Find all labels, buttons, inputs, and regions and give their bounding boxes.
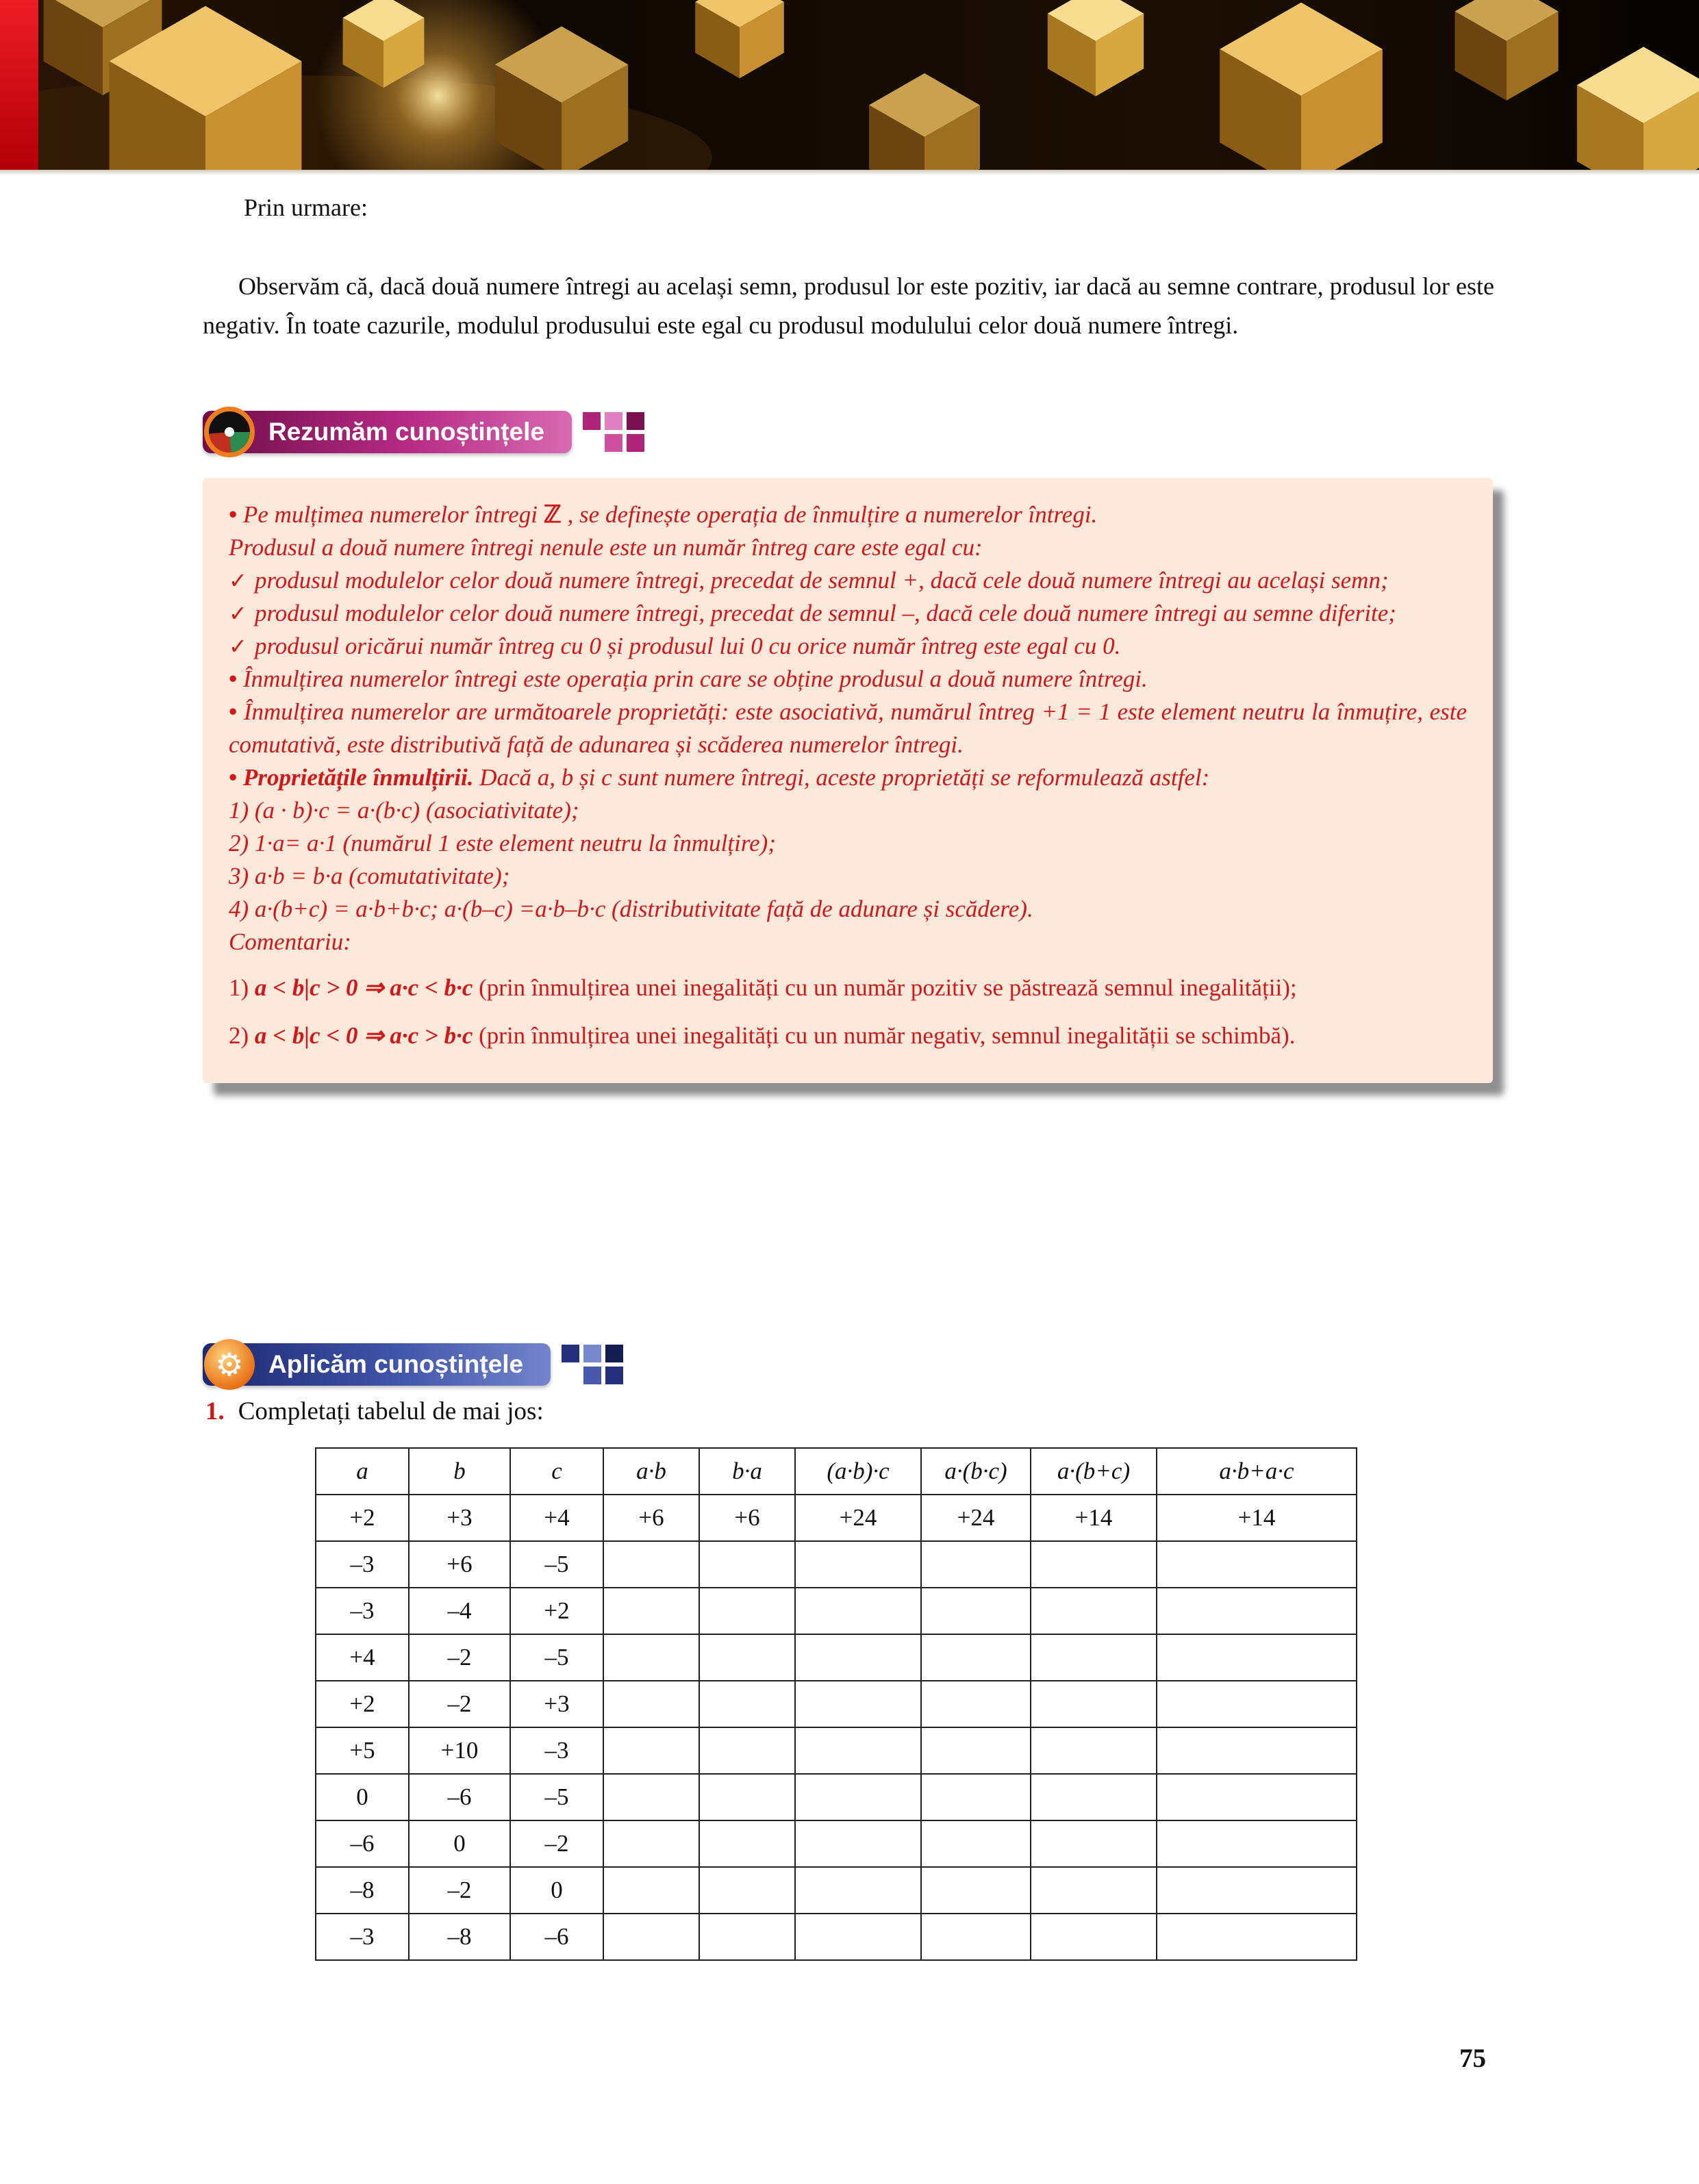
table-row [316, 1495, 1357, 1541]
table-header-cell: a·(b+c) [1031, 1448, 1157, 1495]
summary-box-line: • Înmulțirea numerelor are următoarele proprietăți: este asociativă, numărul întreg +1 = 1 este element neutru la înmuțire, este comutativă, este distributivă față de adunarea și scăderea numerelor întregi. [229, 698, 1467, 758]
header-cubes-art [0, 0, 1699, 170]
table-cell [921, 1681, 1031, 1727]
table-header-cell: a·(b·c) [921, 1448, 1031, 1495]
table-cell: –8 [409, 1914, 510, 1960]
decor-squares-icon [562, 1345, 623, 1384]
summary-box [203, 478, 1493, 1083]
table-cell: –6 [409, 1774, 510, 1820]
table-header-cell: b [409, 1448, 510, 1495]
table-cell: +4 [510, 1495, 603, 1541]
exercise-prompt: Completați tabelul de mai jos: [238, 1397, 544, 1425]
table-cell: –6 [316, 1820, 409, 1867]
apply-badge-pill [203, 1343, 551, 1386]
shutter-icon [204, 407, 255, 457]
table-cell [1031, 1914, 1157, 1960]
summary-box-line: Comentariu: [229, 928, 351, 955]
table-header-cell: a·b [603, 1448, 699, 1495]
table-cell [699, 1820, 795, 1867]
exercise-line [205, 1397, 544, 1426]
table-cell: –5 [510, 1634, 603, 1681]
summary-box-line: 3) a·b = b·a (comutativitate); [229, 863, 510, 889]
table-cell [603, 1867, 699, 1914]
table-cell [699, 1588, 795, 1634]
table-cell [699, 1774, 795, 1820]
apply-badge-label: Aplicăm cunoștințele [268, 1350, 524, 1378]
summary-box-line: ✓ produsul modulelor celor două numere întregi, precedat de semnul +, dacă cele două numere întregi au același semn; [229, 567, 1389, 594]
multiplication-table [315, 1447, 1357, 1961]
table-cell: –2 [510, 1820, 603, 1867]
table-cell: +6 [603, 1495, 699, 1541]
table-cell [921, 1541, 1031, 1588]
table-cell [603, 1727, 699, 1774]
table-cell [603, 1634, 699, 1681]
table-cell [921, 1727, 1031, 1774]
table-row [316, 1681, 1357, 1727]
table-cell: +6 [409, 1541, 510, 1588]
summary-box-content [229, 498, 1467, 1054]
table-cell [1157, 1541, 1357, 1588]
table-cell [1031, 1774, 1157, 1820]
table-cell [699, 1727, 795, 1774]
table-cell [921, 1634, 1031, 1681]
table-cell [795, 1867, 921, 1914]
table-cell: +3 [409, 1495, 510, 1541]
table-row [316, 1774, 1357, 1820]
summary-box-line: 2) 1·a= a·1 (numărul 1 este element neutru la înmulțire); [229, 830, 776, 856]
table-cell [603, 1820, 699, 1867]
table-cell: +4 [316, 1634, 409, 1681]
summary-box-line: • Proprietățile înmulțirii. Dacă a, b și c sunt numere întregi, aceste proprietăți se reformulează astfel: [229, 764, 1210, 791]
table-cell [1031, 1588, 1157, 1634]
table-cell [1031, 1681, 1157, 1727]
table-header-cell: b·a [699, 1448, 795, 1495]
table-cell [795, 1634, 921, 1681]
table-cell: –5 [510, 1541, 603, 1588]
table-cell [1157, 1914, 1357, 1960]
table-cell [1031, 1867, 1157, 1914]
exercise-number: 1. [205, 1397, 225, 1425]
table-cell: –6 [510, 1914, 603, 1960]
table-cell: –5 [510, 1774, 603, 1820]
table-cell [699, 1541, 795, 1588]
summary-box-line: 1) a < b|c > 0 ⇒ a·c < b·c (prin înmulțirea unei inegalități cu un număr pozitiv se păstrează semnul inegalității); [229, 974, 1297, 1001]
table-cell [795, 1914, 921, 1960]
table-cell [1031, 1820, 1157, 1867]
table-cell: +6 [699, 1495, 795, 1541]
table-cell [1157, 1727, 1357, 1774]
apply-badge [203, 1343, 623, 1386]
table-row [316, 1867, 1357, 1914]
table-cell [699, 1681, 795, 1727]
table-cell: –3 [510, 1727, 603, 1774]
table-cell [795, 1774, 921, 1820]
table-cell: –2 [409, 1867, 510, 1914]
summary-badge-pill [203, 411, 572, 453]
table-row [316, 1820, 1357, 1867]
table-cell [1157, 1634, 1357, 1681]
table-header-cell: (a·b)·c [795, 1448, 921, 1495]
table-cell: –2 [409, 1634, 510, 1681]
table-cell [795, 1588, 921, 1634]
table-cell: +2 [510, 1588, 603, 1634]
table-cell: +24 [921, 1495, 1031, 1541]
table-cell: –4 [409, 1588, 510, 1634]
page-number: 75 [1459, 2044, 1486, 2073]
table-cell [921, 1914, 1031, 1960]
table-cell [795, 1681, 921, 1727]
table-cell: +2 [316, 1681, 409, 1727]
table-cell [921, 1820, 1031, 1867]
lead-text: Prin urmare: [244, 194, 368, 221]
table-row [316, 1914, 1357, 1960]
intro-paragraph: Observăm că, dacă două numere întregi au același semn, produsul lor este pozitiv, iar dacă au semne contrare, produsul lor este negativ. În toate cazurile, modulul produsului este egal cu produsul modulului celor două numere întregi. [203, 272, 1494, 339]
table-cell [1157, 1588, 1357, 1634]
table-cell [1031, 1541, 1157, 1588]
table-header-cell: a [316, 1448, 409, 1495]
summary-box-line: ✓ produsul oricărui număr întreg cu 0 și produsul lui 0 cu orice număr întreg este egal cu 0. [229, 633, 1121, 659]
table-cell: +5 [316, 1727, 409, 1774]
table-header-cell: c [510, 1448, 603, 1495]
table-cell [921, 1588, 1031, 1634]
table-cell: –3 [316, 1914, 409, 1960]
red-edge-strip [0, 0, 38, 170]
table-row [316, 1634, 1357, 1681]
table-row [316, 1727, 1357, 1774]
header-banner [0, 0, 1699, 170]
table-row [316, 1588, 1357, 1634]
summary-badge [203, 411, 644, 453]
table-cell: +10 [409, 1727, 510, 1774]
table-cell: +14 [1031, 1495, 1157, 1541]
table-cell [1031, 1727, 1157, 1774]
table-cell: +2 [316, 1495, 409, 1541]
table-cell [921, 1867, 1031, 1914]
summary-box-line: 4) a·(b+c) = a·b+b·c; a·(b–c) =a·b–b·c (distributivitate față de adunare și scădere). [229, 896, 1033, 922]
table-cell [1157, 1774, 1357, 1820]
table-header-row [316, 1448, 1357, 1495]
summary-box-line: • Pe mulțimea numerelor întregi ℤ , se definește operația de înmulțire a numerelor întregi. [229, 501, 1098, 528]
table-cell [795, 1727, 921, 1774]
gear-icon [204, 1339, 255, 1390]
table-cell [699, 1914, 795, 1960]
table-header-cell: a·b+a·c [1157, 1448, 1357, 1495]
decor-squares-icon [583, 412, 644, 452]
table-cell [1157, 1867, 1357, 1914]
table-row [316, 1541, 1357, 1588]
table-cell: 0 [316, 1774, 409, 1820]
summary-box-line: 1) (a · b)·c = a·(b·c) (asociativitate); [229, 797, 579, 824]
table-cell [699, 1867, 795, 1914]
table-cell: +14 [1157, 1495, 1357, 1541]
table-cell: –2 [409, 1681, 510, 1727]
table-cell: 0 [409, 1820, 510, 1867]
summary-box-line: 2) a < b|c < 0 ⇒ a·c > b·c (prin înmulțirea unei inegalități cu un număr negativ, semnul inegalității se schimbă). [229, 1022, 1296, 1049]
table-cell [699, 1634, 795, 1681]
table-cell [603, 1774, 699, 1820]
table-cell: –3 [316, 1588, 409, 1634]
summary-badge-label: Rezumăm cunoștințele [268, 418, 544, 446]
table-cell [1157, 1820, 1357, 1867]
summary-box-line: ✓ produsul modulelor celor două numere întregi, precedat de semnul –, dacă cele două numere întregi au semne diferite; [229, 600, 1396, 626]
summary-box-line: • Înmulțirea numerelor întregi este operația prin care se obține produsul a două numere întregi. [229, 665, 1148, 692]
table-cell: +3 [510, 1681, 603, 1727]
table-cell [795, 1820, 921, 1867]
table-cell [1031, 1634, 1157, 1681]
banner-bottom-rule [0, 170, 1699, 175]
summary-box-line: Produsul a două numere întregi nenule este un număr întreg care este egal cu: [229, 534, 983, 561]
table-cell: –8 [316, 1867, 409, 1914]
table-cell [603, 1681, 699, 1727]
table-cell: +24 [795, 1495, 921, 1541]
table-cell [795, 1541, 921, 1588]
table-cell [603, 1914, 699, 1960]
table-cell [603, 1541, 699, 1588]
table-cell [1157, 1681, 1357, 1727]
table-cell: 0 [510, 1867, 603, 1914]
table-cell: –3 [316, 1541, 409, 1588]
table-cell [603, 1588, 699, 1634]
table-cell [921, 1774, 1031, 1820]
